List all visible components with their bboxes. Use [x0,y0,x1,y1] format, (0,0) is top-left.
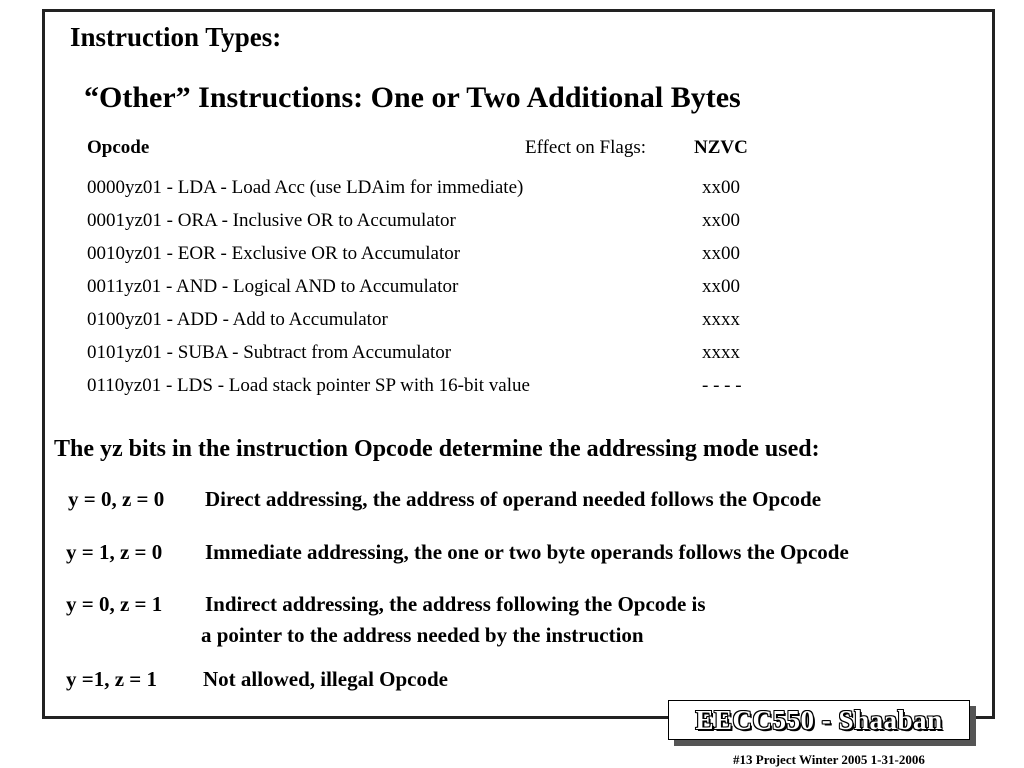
opcode-row-desc: 0101yz01 - SUBA - Subtract from Accumulator [87,342,452,363]
mode-description: Direct addressing, the address of operand needed follows the Opcode [205,487,822,511]
opcode-row-desc: 0001yz01 - ORA - Inclusive OR to Accumulator [87,210,456,231]
mode-condition: y = 0, z = 1 [66,592,163,616]
opcode-row-flags: xx00 [702,177,740,198]
opcode-row-flags: xxxx [702,342,740,363]
opcode-row-flags: xx00 [702,243,740,264]
slide-subtitle: “Other” Instructions: One or Two Additional Bytes [84,81,741,114]
mode-description: Not allowed, illegal Opcode [203,667,448,691]
effect-column-header: Effect on Flags: [525,137,647,158]
footer-title: EECC550 - Shaaban [695,704,943,735]
opcode-row-desc: 0000yz01 - LDA - Load Acc (use LDAim for immediate) [87,177,524,198]
opcode-row-flags: xx00 [702,210,740,231]
footer-badge [668,700,970,740]
opcode-row-flags: xxxx [702,309,740,330]
opcode-row-desc: 0110yz01 - LDS - Load stack pointer SP with 16-bit value [87,375,530,396]
footer-note: #13 Project Winter 2005 1-31-2006 [733,752,925,767]
mode-condition: y =1, z = 1 [66,667,158,691]
mode-condition: y = 1, z = 0 [66,540,163,564]
opcode-row-desc: 0010yz01 - EOR - Exclusive OR to Accumulator [87,243,461,264]
mode-description-continued: a pointer to the address needed by the instruction [201,623,644,647]
yz-bits-heading: The yz bits in the instruction Opcode determine the addressing mode used: [54,436,820,462]
mode-condition: y = 0, z = 0 [68,487,165,511]
mode-description: Indirect addressing, the address following the Opcode is [205,592,706,616]
opcode-column-header: Opcode [87,137,150,158]
opcode-row-desc: 0011yz01 - AND - Logical AND to Accumulator [87,276,459,297]
opcode-row-desc: 0100yz01 - ADD - Add to Accumulator [87,309,388,330]
opcode-row-flags: xx00 [702,276,740,297]
flags-column-header: NZVC [694,137,748,158]
mode-description: Immediate addressing, the one or two byte operands follows the Opcode [205,540,849,564]
opcode-row-flags: - - - - [702,375,742,396]
slide-title: Instruction Types: [70,22,282,52]
